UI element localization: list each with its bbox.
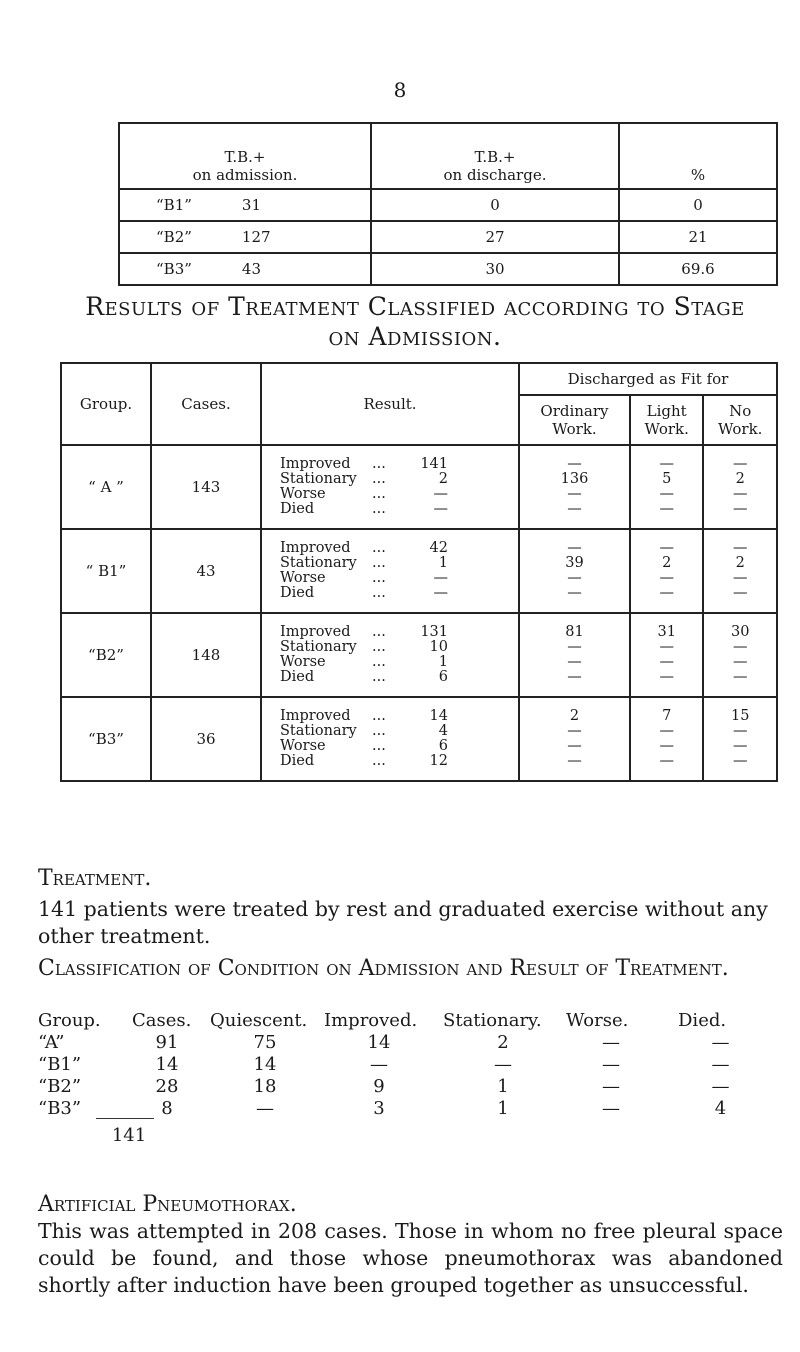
light-work-value: —: [659, 654, 674, 670]
ordinary-work-value: —: [567, 570, 582, 586]
cell-improved: —: [370, 1054, 388, 1075]
light-work-value: —: [659, 753, 674, 769]
results-heading-line1: Results of Treatment Classified according to Stage: [85, 292, 745, 321]
cases-value: 43: [151, 529, 261, 613]
col-improved: Improved.: [324, 1010, 418, 1031]
result-label: Worse: [280, 486, 326, 502]
light-work-values: [630, 529, 704, 613]
cell-group: “A”: [38, 1032, 65, 1053]
discharge-value: 27: [371, 221, 619, 253]
result-dots: ...: [372, 486, 386, 502]
cell-stationary: —: [494, 1054, 512, 1075]
result-label: Died: [280, 585, 315, 601]
header-discharged: Discharged as Fit for: [519, 363, 777, 395]
result-value: —: [433, 501, 448, 517]
result-value: —: [433, 486, 448, 502]
no-work-value: 30: [731, 624, 750, 640]
light-work-value: 5: [662, 471, 672, 487]
classification-row: [38, 1032, 778, 1054]
col-group: Group.: [38, 1010, 101, 1031]
cell-stationary: 2: [497, 1032, 509, 1053]
no-work-value: —: [732, 639, 748, 655]
result-label: Worse: [280, 654, 326, 670]
admission-value: 31: [241, 196, 261, 214]
result-block: [261, 613, 519, 697]
classification-row: [38, 1098, 778, 1120]
stage-table: [118, 122, 778, 286]
discharge-value: 30: [371, 253, 619, 285]
ordinary-work-value: —: [567, 456, 582, 472]
percent-value: 21: [619, 221, 777, 253]
header-cases: Cases.: [151, 363, 261, 445]
light-work-value: —: [659, 486, 674, 502]
ordinary-work-value: —: [567, 753, 582, 769]
col-stationary: Stationary.: [443, 1010, 542, 1031]
light-work-value: —: [659, 639, 674, 655]
header-group: Group.: [61, 363, 151, 445]
result-line: [280, 625, 518, 640]
col-quiescent: Quiescent.: [210, 1010, 308, 1031]
results-heading-line2: on Admission.: [328, 322, 502, 351]
no-work-value: 2: [735, 555, 745, 571]
result-block: [261, 445, 519, 529]
no-work-values: [703, 529, 777, 613]
ordinary-work-value: —: [567, 639, 582, 655]
result-label: Worse: [280, 738, 326, 754]
result-value: 1: [438, 555, 448, 571]
cell-worse: —: [602, 1076, 620, 1097]
classification-row: [38, 1054, 778, 1076]
classification-heading: Classification of Condition on Admission and Result of Treatment.: [38, 956, 729, 981]
result-value: 4: [438, 723, 448, 739]
no-work-value: —: [732, 456, 748, 472]
results-table: [60, 362, 778, 782]
result-dots: ...: [372, 708, 386, 724]
cell-cases: 28: [155, 1076, 179, 1097]
result-label: Died: [280, 501, 315, 517]
cell-cases: 91: [155, 1032, 179, 1053]
result-dots: ...: [372, 471, 386, 487]
ordinary-work-value: 136: [560, 471, 589, 487]
result-value: 14: [429, 708, 448, 724]
total-divider: [96, 1118, 154, 1119]
admission-value: 127: [241, 228, 271, 246]
ordinary-work-value: —: [567, 723, 582, 739]
result-line: [280, 709, 518, 724]
result-value: —: [433, 570, 448, 586]
cell-quiescent: 75: [253, 1032, 277, 1053]
ordinary-work-value: 39: [565, 555, 584, 571]
table-row: [61, 445, 777, 529]
result-value: 2: [438, 471, 448, 487]
result-value: —: [433, 585, 448, 601]
result-label: Stationary: [280, 723, 357, 739]
result-dots: ...: [372, 456, 386, 472]
result-label: Died: [280, 669, 315, 685]
result-label: Died: [280, 753, 315, 769]
admission-value: 43: [241, 260, 261, 278]
classification-header-row: [38, 1010, 778, 1032]
cell-worse: —: [602, 1054, 620, 1075]
result-label: Stationary: [280, 555, 357, 571]
group-label: “ B1”: [61, 529, 151, 613]
no-work-value: —: [732, 585, 748, 601]
cell-died: —: [711, 1032, 730, 1053]
result-label: Stationary: [280, 639, 357, 655]
cell-died: 4: [714, 1098, 727, 1119]
header-admission: T.B.+ on admission.: [119, 123, 371, 189]
table-row: [119, 221, 777, 253]
result-line: [280, 655, 518, 670]
light-work-value: —: [659, 738, 674, 754]
ordinary-work-value: —: [567, 669, 582, 685]
light-work-value: —: [659, 669, 674, 685]
light-work-value: —: [659, 570, 674, 586]
col-worse: Worse.: [566, 1010, 629, 1031]
treatment-heading: Treatment.: [38, 866, 152, 891]
percent-value: 0: [619, 189, 777, 221]
light-work-value: 2: [662, 555, 672, 571]
header-ordinary: Ordinary Work.: [519, 395, 630, 445]
result-value: 42: [429, 540, 448, 556]
result-line: [280, 502, 518, 517]
no-work-value: 2: [735, 471, 745, 487]
result-dots: ...: [372, 585, 386, 601]
light-work-value: —: [659, 456, 674, 472]
result-line: [280, 640, 518, 655]
result-value: 6: [438, 738, 448, 754]
stage-label: “B1”: [156, 196, 192, 214]
cell-group: “B1”: [38, 1054, 82, 1075]
cell-improved: 9: [373, 1076, 385, 1097]
result-value: 141: [420, 456, 448, 472]
no-work-value: —: [732, 669, 748, 685]
group-label: “B2”: [61, 613, 151, 697]
light-work-value: —: [659, 501, 674, 517]
percent-value: 69.6: [619, 253, 777, 285]
result-dots: ...: [372, 753, 386, 769]
result-block: [261, 529, 519, 613]
pneumothorax-heading: Artificial Pneumothorax.: [38, 1192, 297, 1217]
group-label: “B3”: [61, 697, 151, 781]
cell-group: “B2”: [38, 1076, 82, 1097]
cell-worse: —: [602, 1098, 620, 1119]
result-dots: ...: [372, 654, 386, 670]
result-dots: ...: [372, 570, 386, 586]
result-label: Improved: [280, 708, 351, 724]
no-work-value: —: [732, 654, 748, 670]
stage-label: “B2”: [156, 228, 192, 246]
table-row: [119, 253, 777, 285]
pneumothorax-text: This was attempted in 208 cases. Those in whom no free pleural space could be found, and those whose pneumothorax was abandoned shortly after induction have been grouped together as unsuccessful.: [38, 1219, 783, 1297]
cell-stationary: 1: [497, 1076, 509, 1097]
cell-quiescent: —: [256, 1098, 274, 1119]
light-work-value: —: [659, 723, 674, 739]
treatment-text: 141 patients were treated by rest and graduated exercise without any other treatment.: [38, 897, 768, 948]
light-work-values: [630, 697, 704, 781]
result-line: [280, 754, 518, 769]
no-work-values: [703, 445, 777, 529]
light-work-value: —: [659, 540, 674, 556]
header-no: No Work.: [703, 395, 777, 445]
table-row: [119, 189, 777, 221]
ordinary-work-value: —: [567, 738, 582, 754]
discharge-value: 0: [371, 189, 619, 221]
no-work-value: —: [732, 486, 748, 502]
cases-value: 148: [151, 613, 261, 697]
result-value: 1: [438, 654, 448, 670]
result-dots: ...: [372, 639, 386, 655]
table-row: [61, 613, 777, 697]
result-line: [280, 586, 518, 601]
table-row: [61, 529, 777, 613]
light-work-value: 7: [662, 708, 672, 724]
light-work-value: —: [659, 585, 674, 601]
ordinary-work-value: —: [567, 540, 582, 556]
no-work-value: —: [732, 570, 748, 586]
header-result: Result.: [261, 363, 519, 445]
ordinary-work-values: [519, 697, 630, 781]
no-work-value: —: [732, 723, 748, 739]
result-line: [280, 670, 518, 685]
header-discharge: T.B.+ on discharge.: [371, 123, 619, 189]
results-heading: [40, 292, 790, 352]
result-dots: ...: [372, 738, 386, 754]
result-label: Improved: [280, 624, 351, 640]
col-died: Died.: [678, 1010, 727, 1031]
result-line: [280, 487, 518, 502]
result-dots: ...: [372, 501, 386, 517]
no-work-value: —: [732, 501, 748, 517]
cell-quiescent: 14: [253, 1054, 277, 1075]
cell-group: “B3”: [38, 1098, 82, 1119]
result-line: [280, 556, 518, 571]
result-line: [280, 739, 518, 754]
cases-value: 36: [151, 697, 261, 781]
ordinary-work-value: —: [567, 654, 582, 670]
col-cases: Cases.: [132, 1010, 192, 1031]
result-line: [280, 724, 518, 739]
no-work-value: —: [732, 753, 748, 769]
result-line: [280, 472, 518, 487]
cases-value: 143: [151, 445, 261, 529]
result-line: [280, 571, 518, 586]
classification-row: [38, 1076, 778, 1098]
result-block: [261, 697, 519, 781]
table-row: [61, 697, 777, 781]
cell-improved: 14: [367, 1032, 391, 1053]
classification-total: 141: [111, 1125, 147, 1146]
ordinary-work-value: —: [567, 486, 582, 502]
result-value: 6: [438, 669, 448, 685]
result-value: 131: [420, 624, 448, 640]
result-label: Worse: [280, 570, 326, 586]
result-value: 10: [429, 639, 448, 655]
classification-table: [38, 1010, 778, 1120]
result-line: [280, 457, 518, 472]
cell-died: —: [711, 1076, 730, 1097]
cell-improved: 3: [373, 1098, 385, 1119]
result-label: Improved: [280, 540, 351, 556]
cell-worse: —: [602, 1032, 620, 1053]
ordinary-work-values: [519, 613, 630, 697]
ordinary-work-value: —: [567, 501, 582, 517]
result-dots: ...: [372, 669, 386, 685]
ordinary-work-value: —: [567, 585, 582, 601]
ordinary-work-value: 81: [565, 624, 584, 640]
no-work-value: —: [732, 738, 748, 754]
result-dots: ...: [372, 624, 386, 640]
ordinary-work-values: [519, 529, 630, 613]
no-work-values: [703, 697, 777, 781]
result-dots: ...: [372, 555, 386, 571]
result-dots: ...: [372, 540, 386, 556]
cell-stationary: 1: [497, 1098, 509, 1119]
result-value: 12: [429, 753, 448, 769]
no-work-value: 15: [731, 708, 750, 724]
cell-quiescent: 18: [253, 1076, 277, 1097]
no-work-values: [703, 613, 777, 697]
light-work-value: 31: [657, 624, 676, 640]
ordinary-work-value: 2: [569, 708, 580, 724]
stage-label: “B3”: [156, 260, 192, 278]
light-work-values: [630, 445, 704, 529]
page-number: 8: [393, 78, 407, 102]
cell-died: —: [711, 1054, 730, 1075]
result-label: Stationary: [280, 471, 357, 487]
cell-cases: 8: [161, 1098, 173, 1119]
result-dots: ...: [372, 723, 386, 739]
header-light: Light Work.: [630, 395, 704, 445]
header-percent: %: [619, 123, 777, 189]
cell-cases: 14: [155, 1054, 179, 1075]
result-label: Improved: [280, 456, 351, 472]
ordinary-work-values: [519, 445, 630, 529]
no-work-value: —: [732, 540, 748, 556]
light-work-values: [630, 613, 704, 697]
group-label: “ A ”: [61, 445, 151, 529]
result-line: [280, 541, 518, 556]
